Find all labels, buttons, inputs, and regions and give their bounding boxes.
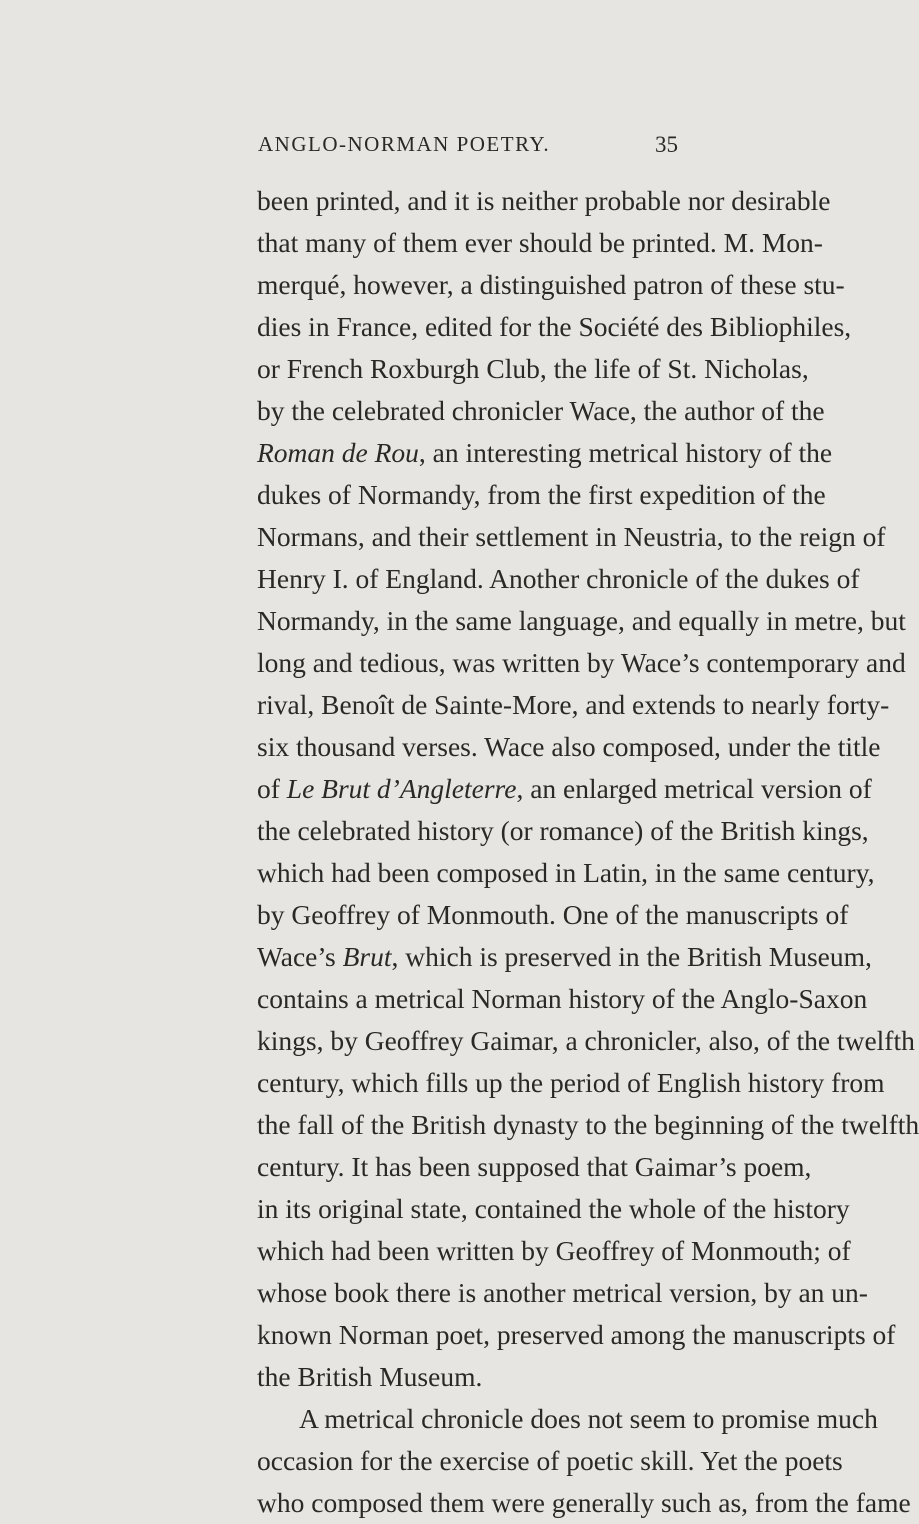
text-line: that many of them ever should be printed. M. Mon- bbox=[257, 227, 823, 258]
text-line: or French Roxburgh Club, the life of St. Nicholas, bbox=[257, 353, 809, 384]
text-line: which had been composed in Latin, in the same century, bbox=[257, 857, 875, 888]
text-line: Wace’s Brut, which is preserved in the British Museum, bbox=[257, 941, 872, 972]
text-line: known Norman poet, preserved among the manuscripts of bbox=[257, 1319, 896, 1350]
text-line: Henry I. of England. Another chronicle of the dukes of bbox=[257, 563, 860, 594]
text-line: century, which fills up the period of English history from bbox=[257, 1067, 885, 1098]
text-line: in its original state, contained the whole of the history bbox=[257, 1193, 850, 1224]
text-line: the celebrated history (or romance) of the British kings, bbox=[257, 815, 869, 846]
text-line: by the celebrated chronicler Wace, the author of the bbox=[257, 395, 825, 426]
text-line: the fall of the British dynasty to the beginning of the twelfth bbox=[257, 1109, 919, 1140]
text-line: merqué, however, a distinguished patron of these stu- bbox=[257, 269, 845, 300]
text-line: A metrical chronicle does not seem to promise much bbox=[299, 1403, 878, 1434]
running-title: ANGLO-NORMAN POETRY. bbox=[258, 132, 551, 156]
text-line: dukes of Normandy, from the first expedition of the bbox=[257, 479, 826, 510]
text-line: century. It has been supposed that Gaimar’s poem, bbox=[257, 1151, 812, 1182]
text-line: kings, by Geoffrey Gaimar, a chronicler, also, of the twelfth bbox=[257, 1025, 915, 1056]
running-head bbox=[258, 132, 678, 168]
text-line: whose book there is another metrical version, by an un- bbox=[257, 1277, 868, 1308]
text-line: occasion for the exercise of poetic skill. Yet the poets bbox=[257, 1445, 843, 1476]
text-line: which had been written by Geoffrey of Monmouth; of bbox=[257, 1235, 851, 1266]
text-line: the British Museum. bbox=[257, 1361, 483, 1392]
text-line: Roman de Rou, an interesting metrical history of the bbox=[257, 437, 833, 468]
text-line: dies in France, edited for the Société des Bibliophiles, bbox=[257, 311, 852, 342]
text-line: Normandy, in the same language, and equally in metre, but bbox=[257, 605, 906, 636]
text-line: six thousand verses. Wace also composed, under the title bbox=[257, 731, 881, 762]
text-line: been printed, and it is neither probable nor desirable bbox=[257, 185, 831, 216]
text-line: Normans, and their settlement in Neustria, to the reign of bbox=[257, 521, 886, 552]
text-line: by Geoffrey of Monmouth. One of the manuscripts of bbox=[257, 899, 849, 930]
text-line: contains a metrical Norman history of the Anglo-Saxon bbox=[257, 983, 868, 1014]
text-line: who composed them were generally such as, from the fame bbox=[257, 1487, 911, 1518]
text-line: long and tedious, was written by Wace’s contemporary and bbox=[257, 647, 906, 678]
text-line: of Le Brut d’Angleterre, an enlarged metrical version of bbox=[257, 773, 872, 804]
text-line: rival, Benoît de Sainte-More, and extends to nearly forty- bbox=[257, 689, 890, 720]
page-number: 35 bbox=[655, 132, 678, 157]
